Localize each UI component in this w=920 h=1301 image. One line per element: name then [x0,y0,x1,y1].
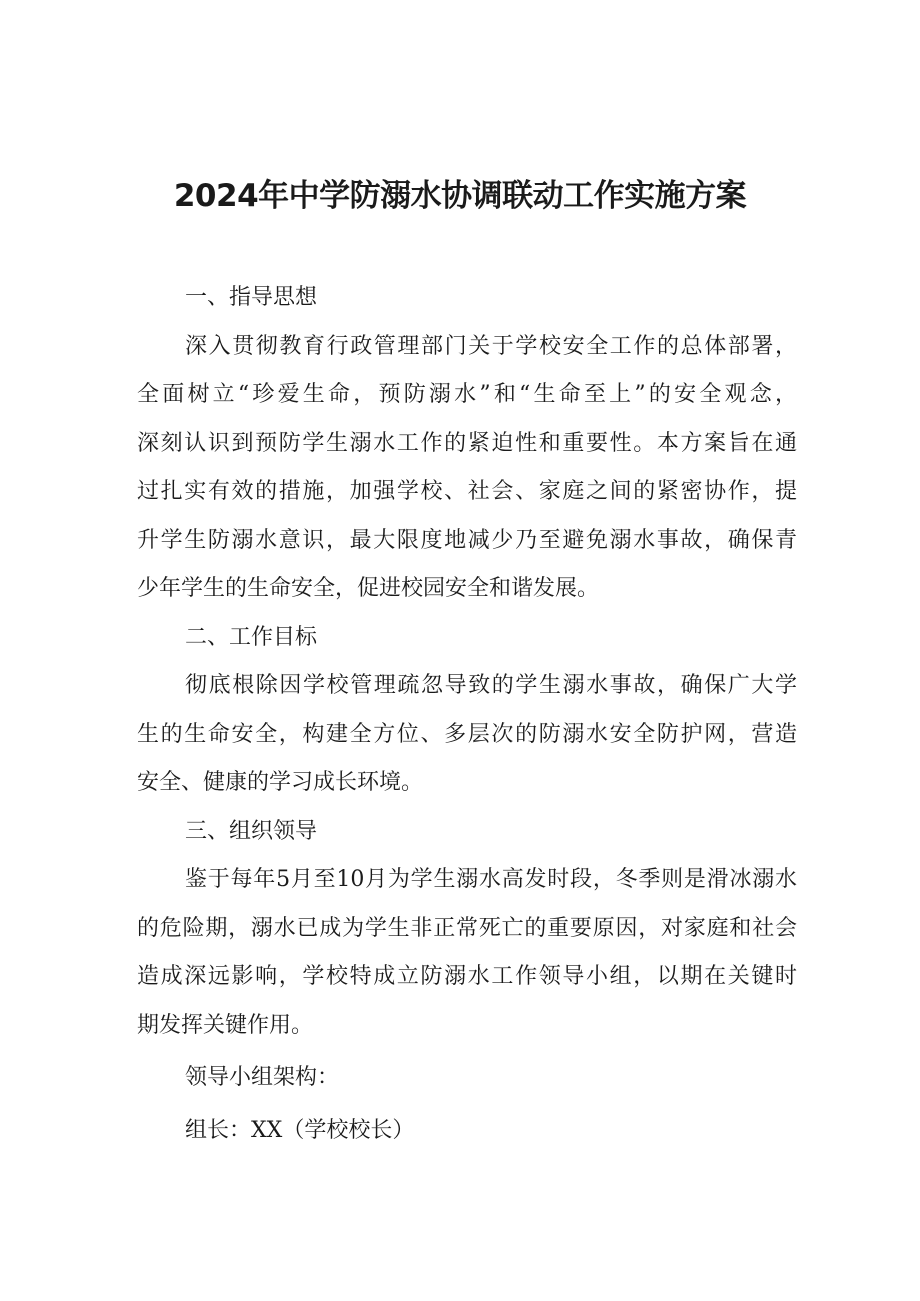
paragraph-line: 深入贯彻教育行政管理部门关于学校安全工作的总体部署， [185,333,797,359]
org-structure-intro: 领导小组架构： [185,1065,340,1090]
paragraph-line: 深刻认识到预防学生溺水工作的紧迫性和重要性。本方案旨在通 [137,430,797,456]
paragraph-line: 升学生防溺水意识，最大限度地减少乃至避免溺水事故，确保青 [137,527,797,553]
paragraph-line: 过扎实有效的措施，加强学校、社会、家庭之间的紧密协作，提 [137,479,797,504]
paragraph-work-goals [137,662,797,808]
paragraph-line: 少年学生的生命安全，促进校园安全和谐发展。 [137,576,600,601]
paragraph-line: 全面树立“珍爱生命，预防溺水”和“生命至上”的安全观念， [137,382,797,407]
section-heading-guiding-ideology: 一、指导思想 [185,285,318,310]
paragraph-line: 鉴于每年5月至10月为学生溺水高发时段，冬季则是滑冰溺水 [185,867,797,892]
document-title: 2024年中学防溺水协调联动工作实施方案 [173,178,747,214]
paragraph-line: 彻底根除因学校管理疏忽导致的学生溺水事故，确保广大学 [185,673,797,698]
section-heading-work-goals: 二、工作目标 [185,624,318,650]
document-body [137,274,797,1155]
paragraph-line: 期发挥关键作用。 [137,1012,314,1038]
paragraph-line: 造成深远影响，学校特成立防溺水工作领导小组，以期在关键时 [137,964,797,989]
group-leader-line: 组长：XX（学校校长） [185,1117,415,1143]
paragraph-line: 的危险期，溺水已成为学生非正常死亡的重要原因，对家庭和社会 [137,915,797,941]
paragraph-organization [137,856,797,1050]
paragraph-guiding-ideology [137,323,797,614]
paragraph-line: 生的生命安全，构建全方位、多层次的防溺水安全防护网，营造 [137,721,797,747]
paragraph-line: 安全、健康的学习成长环境。 [137,770,424,795]
section-heading-organization: 三、组织领导 [185,818,318,844]
